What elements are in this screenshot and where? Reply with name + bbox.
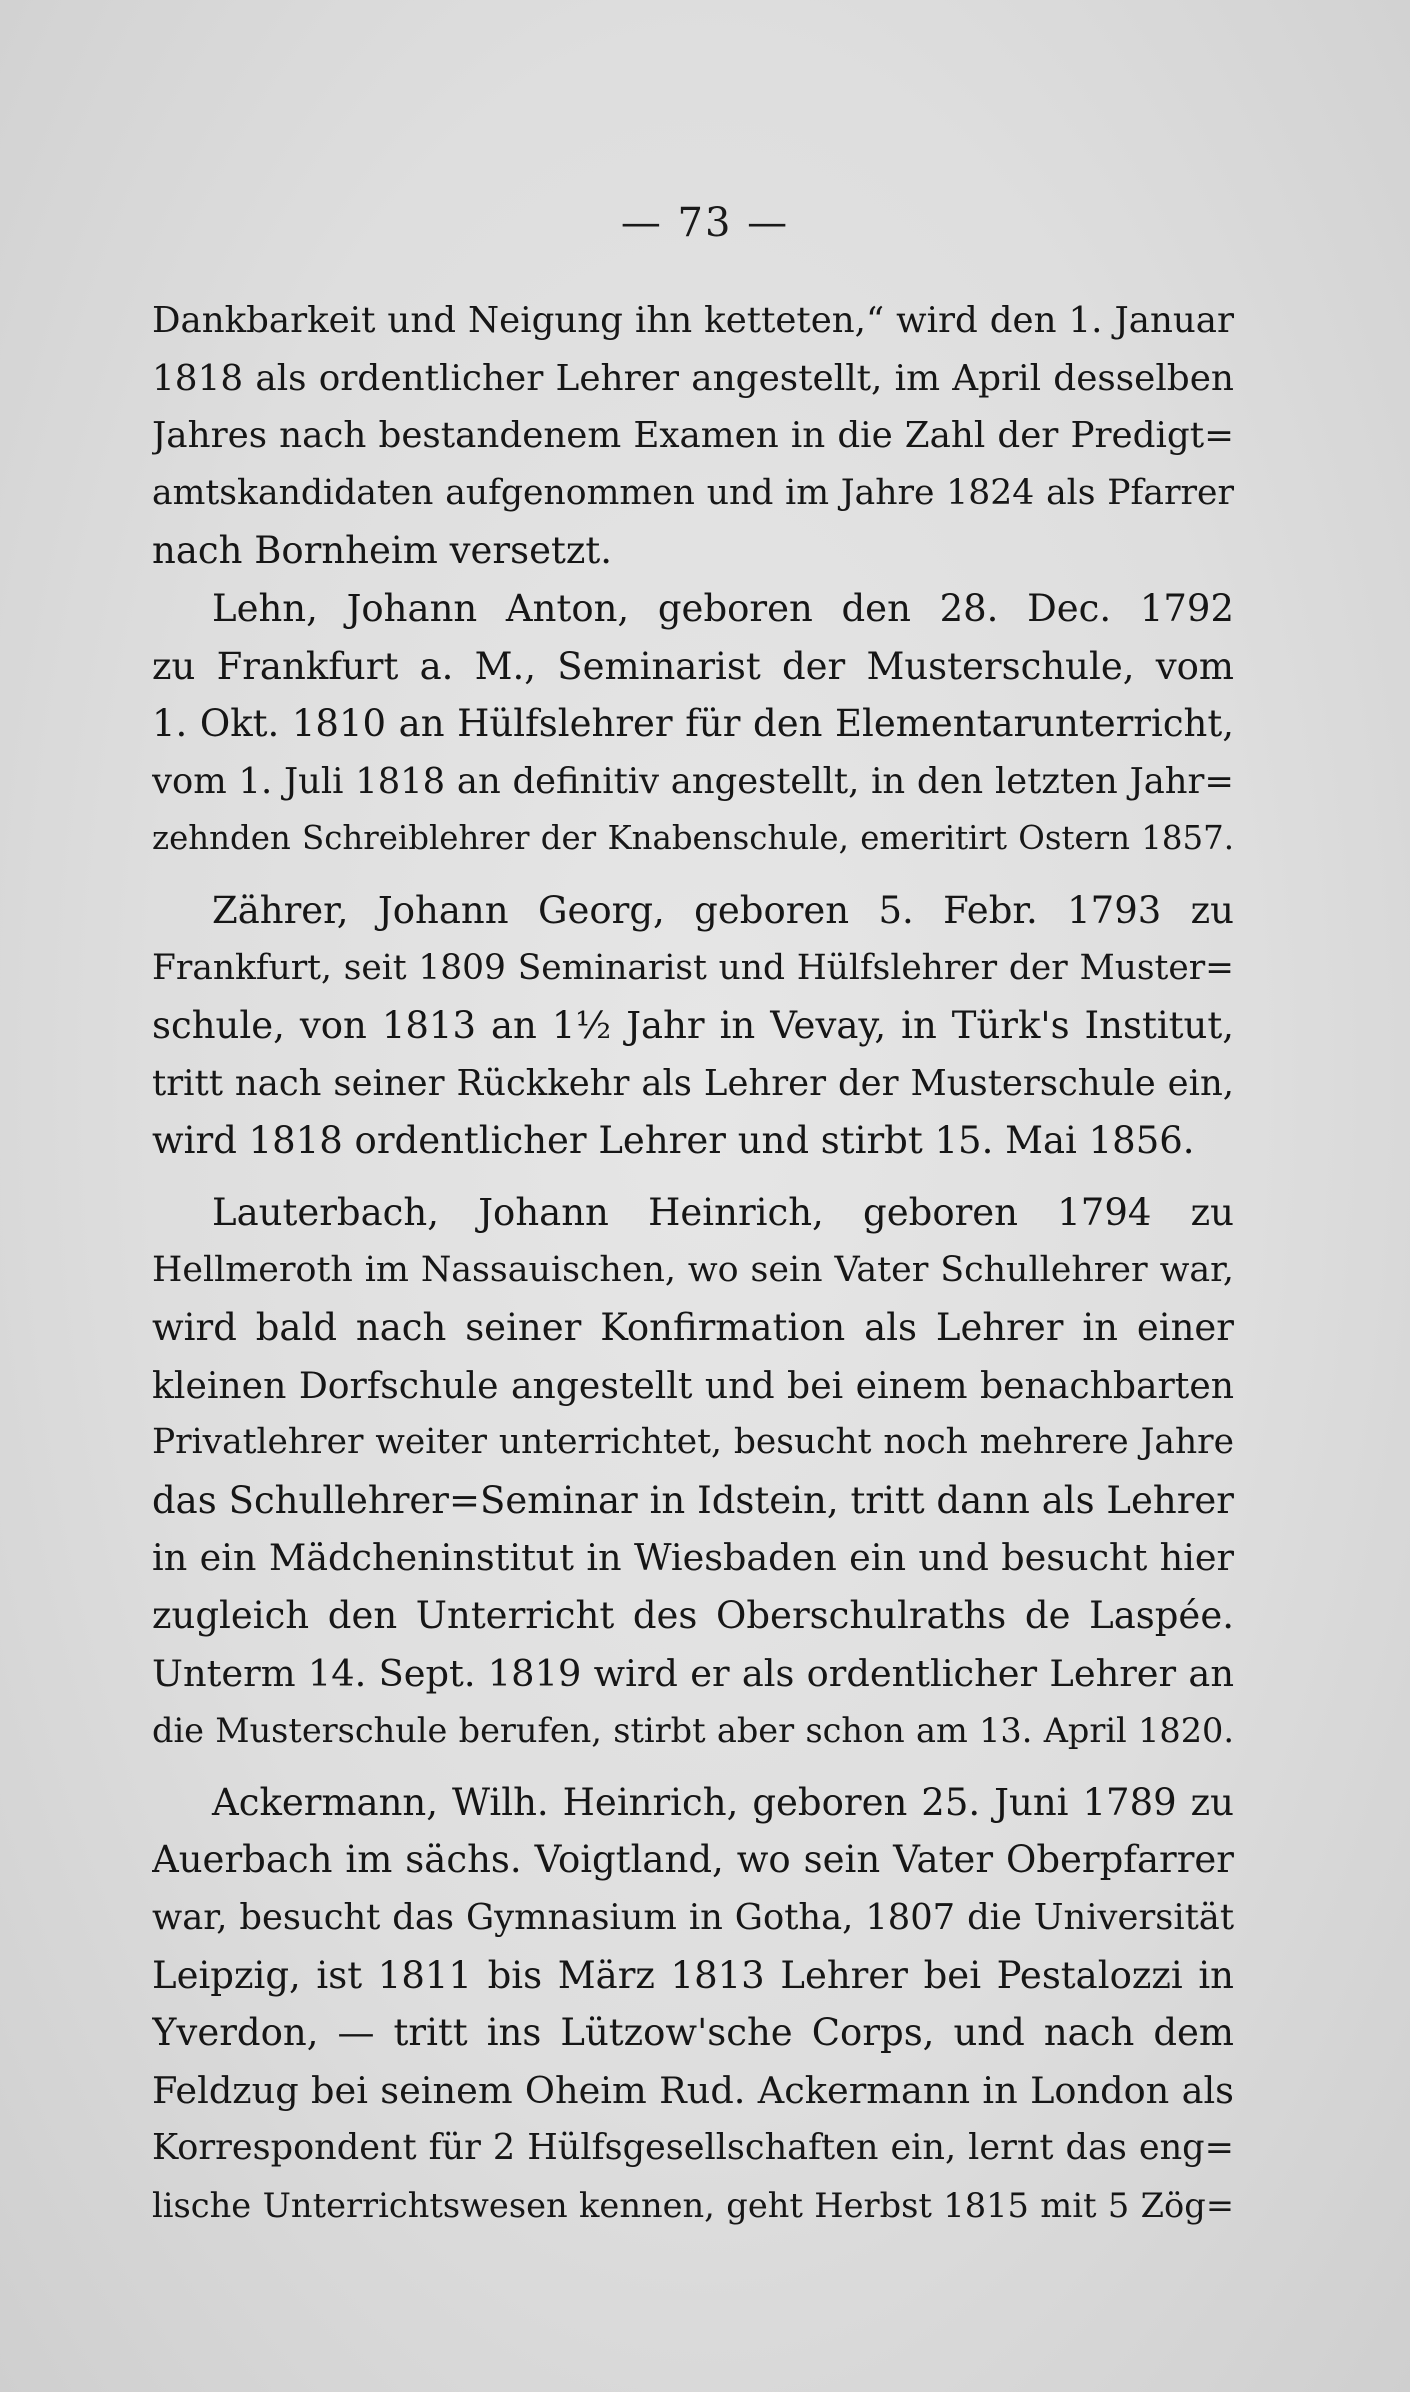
page-number: — 73 — xyxy=(620,200,790,246)
text-line: vom 1. Juli 1818 an definitiv angestellt, in den letzten Jahr= xyxy=(152,760,1234,802)
text-line: Jahres nach bestandenem Examen in die Zahl der Predigt= xyxy=(152,415,1234,457)
text-line: Dankbarkeit und Neigung ihn ketteten,“ wird den 1. Januar xyxy=(152,300,1234,341)
text-line: schule, von 1813 an 1½ Jahr in Vevay, in Türk's Institut, xyxy=(152,1004,1234,1048)
text-line: Leipzig, ist 1811 bis März 1813 Lehrer bei Pestalozzi in xyxy=(152,1953,1234,1997)
text-line: Frankfurt, seit 1809 Seminarist und Hülfslehrer der Muster= xyxy=(152,947,1234,988)
text-line: Korrespondent für 2 Hülfsgesellschaften ein, lernt das eng= xyxy=(152,2127,1234,2169)
text-line: in ein Mädcheninstitut in Wiesbaden ein und besucht hier xyxy=(152,1536,1234,1580)
text-line: Unterm 14. Sept. 1819 wird er als ordentlicher Lehrer an xyxy=(152,1651,1234,1695)
text-line: 1818 als ordentlicher Lehrer angestellt, im April desselben xyxy=(152,357,1234,399)
paragraph-gap xyxy=(152,1760,1234,1774)
text-line: zu Frankfurt a. M., Seminarist der Musterschule, vom xyxy=(152,644,1234,688)
text-line: Yverdon, — tritt ins Lützow'sche Corps, und nach dem xyxy=(152,2011,1234,2055)
text-line: Lehn, Johann Anton, geboren den 28. Dec. 1792 xyxy=(212,586,1234,630)
paragraph-1 xyxy=(152,292,1234,580)
paragraph-gap xyxy=(152,868,1234,882)
text-line: kleinen Dorfschule angestellt und bei einem benachbarten xyxy=(152,1363,1234,1407)
text-line: amtskandidaten aufgenommen und im Jahre 1824 als Pfarrer xyxy=(152,472,1234,513)
text-line: Privatlehrer weiter unterrichtet, besucht noch mehrere Jahre xyxy=(152,1422,1234,1463)
text-line: zugleich den Unterricht des Oberschulraths de Laspée. xyxy=(152,1594,1234,1638)
body-text xyxy=(152,292,1234,2235)
text-line: 1. Okt. 1810 an Hülfslehrer für den Elementarunterricht, xyxy=(152,702,1234,746)
paragraph-5 xyxy=(152,1774,1234,2235)
text-line: das Schullehrer=Seminar in Idstein, tritt dann als Lehrer xyxy=(152,1478,1234,1522)
paragraph-2 xyxy=(152,580,1234,868)
text-line: nach Bornheim versetzt. xyxy=(152,529,612,573)
text-line: wird 1818 ordentlicher Lehrer und stirbt 15. Mai 1856. xyxy=(152,1119,1195,1163)
text-line: die Musterschule berufen, stirbt aber schon am 13. April 1820. xyxy=(152,1711,1234,1751)
paragraph-3 xyxy=(152,882,1234,1170)
paragraph-4 xyxy=(152,1184,1234,1760)
text-line: wird bald nach seiner Konfirmation als Lehrer in einer xyxy=(152,1306,1234,1350)
text-line: Hellmeroth im Nassauischen, wo sein Vater Schullehrer war, xyxy=(152,1249,1234,1290)
text-line: Auerbach im sächs. Voigtland, wo sein Vater Oberpfarrer xyxy=(152,1838,1234,1882)
text-line: zehnden Schreiblehrer der Knabenschule, emeritirt Ostern 1857. xyxy=(152,819,1234,858)
text-line: tritt nach seiner Rückkehr als Lehrer der Musterschule ein, xyxy=(152,1062,1234,1104)
text-line: lische Unterrichtswesen kennen, geht Herbst 1815 mit 5 Zög= xyxy=(152,2186,1234,2225)
text-line: Lauterbach, Johann Heinrich, geboren 1794 zu xyxy=(212,1190,1234,1234)
text-line: Zährer, Johann Georg, geboren 5. Febr. 1793 zu xyxy=(212,888,1234,932)
text-line: war, besucht das Gymnasium in Gotha, 1807 die Universität xyxy=(152,1897,1234,1939)
text-line: Ackermann, Wilh. Heinrich, geboren 25. Juni 1789 zu xyxy=(212,1780,1234,1824)
text-line: Feldzug bei seinem Oheim Rud. Ackermann in London als xyxy=(152,2068,1234,2112)
paragraph-gap xyxy=(152,1170,1234,1184)
